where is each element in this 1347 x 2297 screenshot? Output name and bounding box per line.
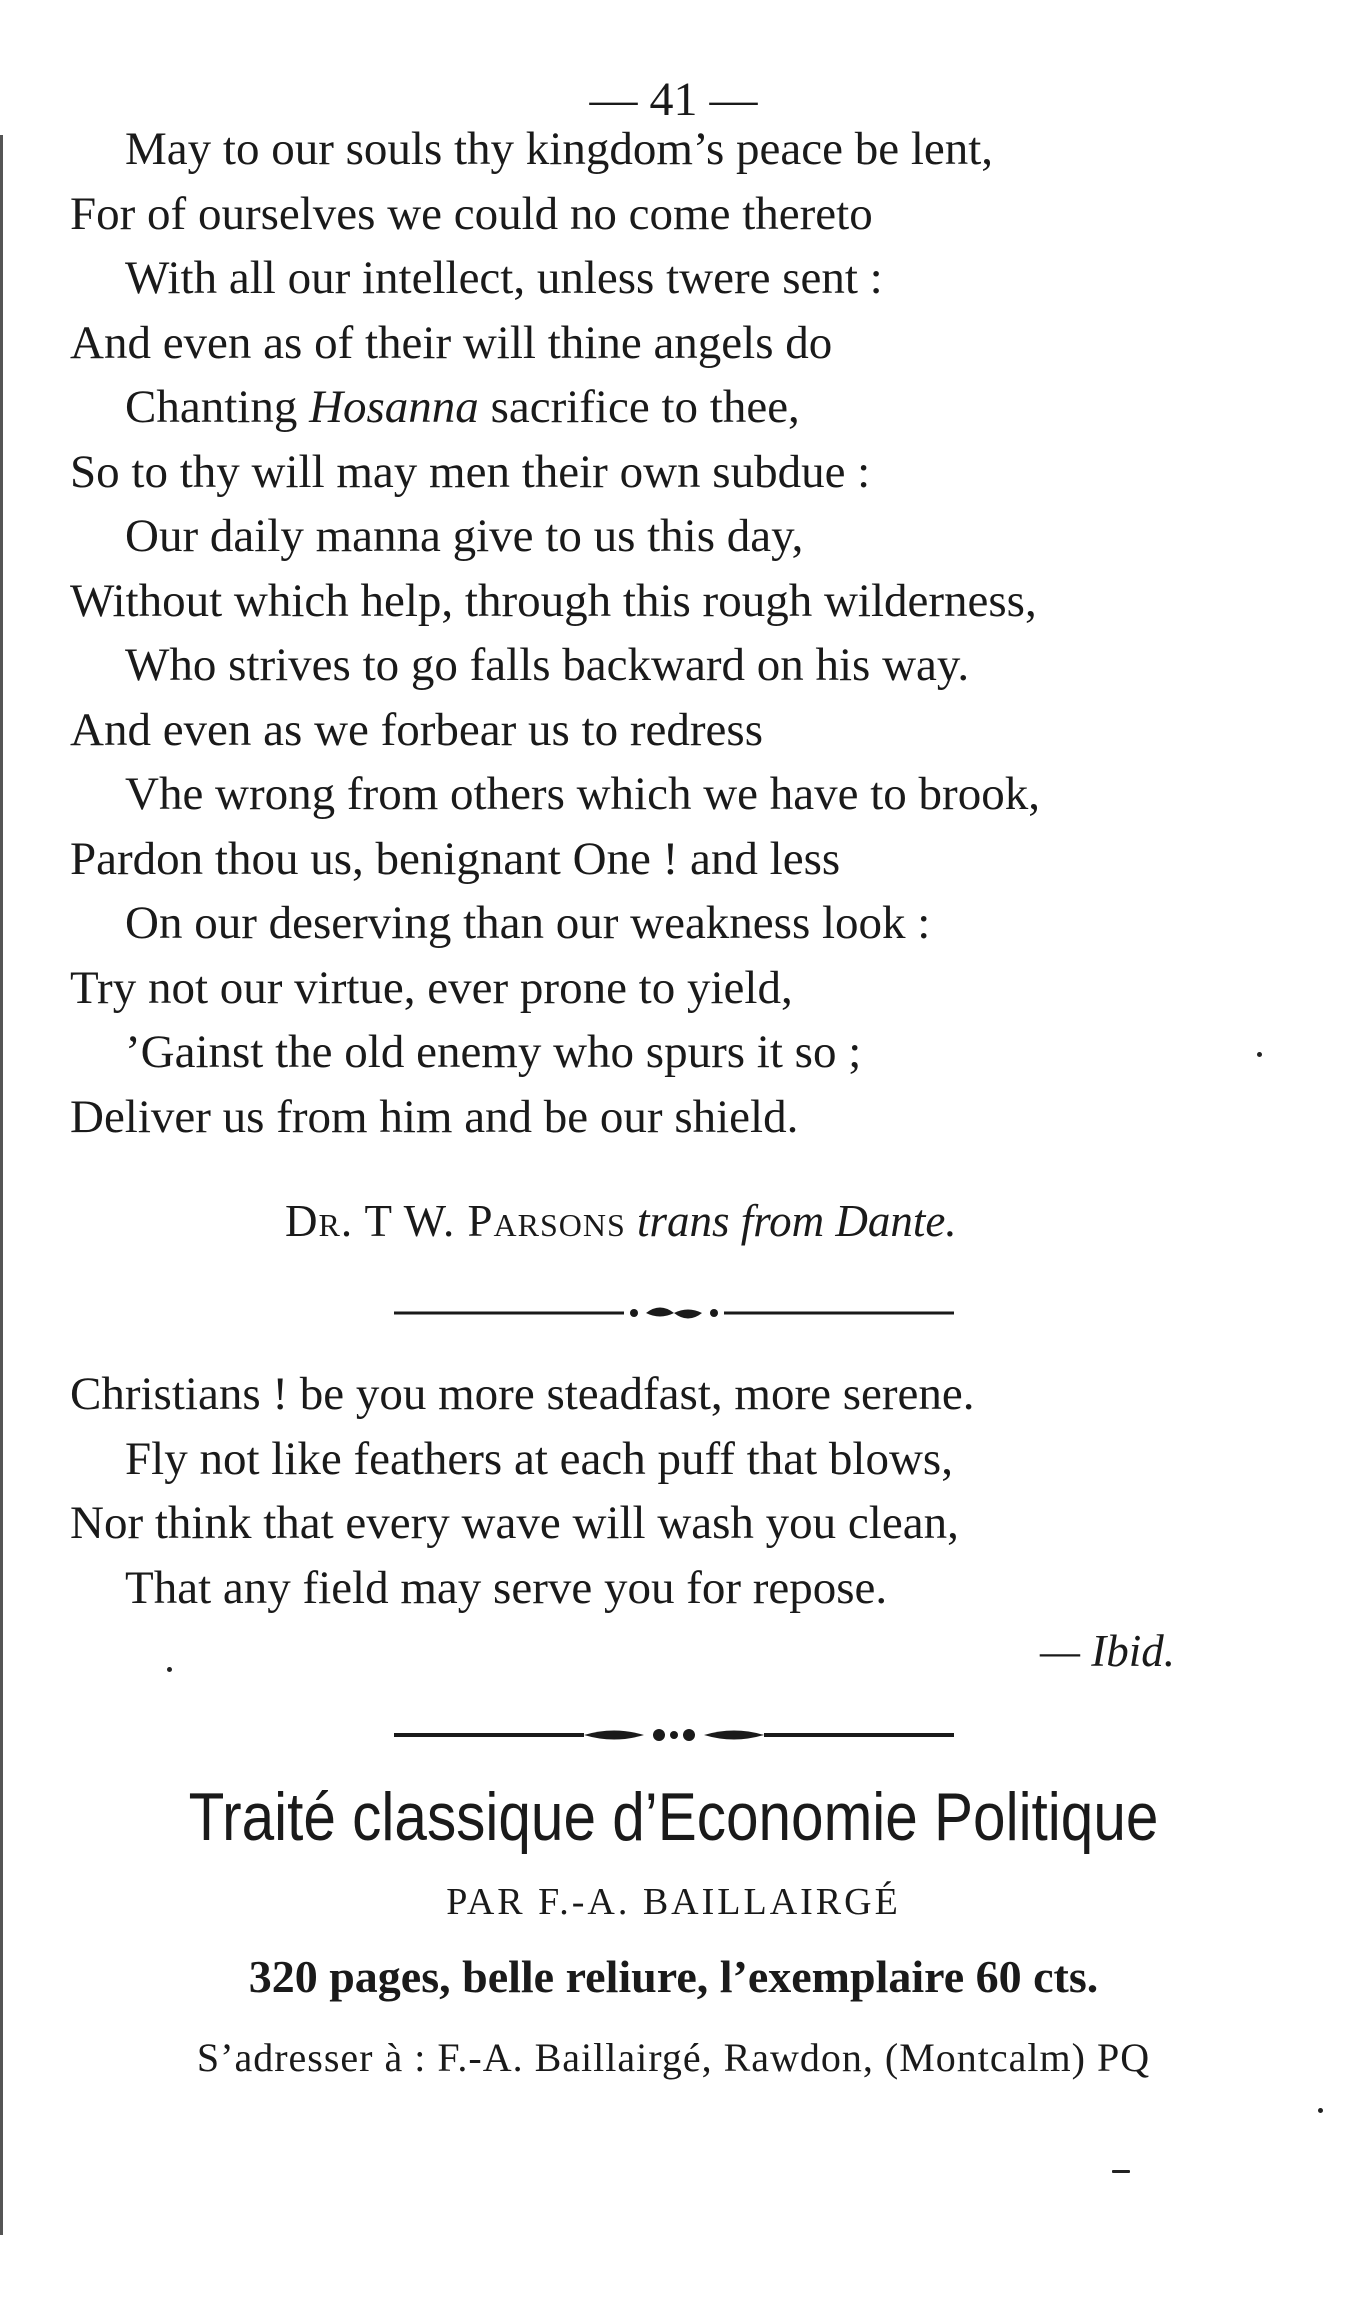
poem-line: Without which help, through this rough wilderness,	[70, 574, 1037, 627]
poem-line: Try not our virtue, ever prone to yield,	[70, 961, 793, 1014]
poem-line: Deliver us from him and be our shield.	[70, 1090, 799, 1143]
poem-attribution-ibid	[1040, 1625, 1175, 1677]
print-speck	[1112, 2170, 1130, 2173]
ornament-divider	[0, 1720, 1347, 1750]
poem-line: Nor think that every wave will wash you clean,	[70, 1497, 959, 1549]
ornament-divider-graphic	[394, 1298, 954, 1328]
poem-dante-prayer	[70, 117, 1320, 1149]
advertisement-details: 320 pages, belle reliure, l’exemplaire 60 cts.	[248, 1951, 1099, 2002]
poem-text: Chanting	[125, 381, 310, 433]
poem-line: Our daily manna give to us this day,	[125, 510, 804, 562]
advertisement-contact: S’adresser à : F.-A. Baillairgé, Rawdon, (Montcalm) PQ	[196, 2035, 1151, 2080]
poem-line: Christians ! be you more steadfast, more serene.	[70, 1368, 975, 1420]
poem-line: ’Gainst the old enemy who spurs it so ;	[125, 1026, 862, 1078]
print-speck	[167, 1667, 172, 1672]
poem-attribution	[285, 1195, 957, 1247]
poem-line: On our deserving than our weakness look :	[125, 897, 931, 949]
ornament-divider-graphic	[394, 1720, 954, 1750]
advertisement-title: Traité classique d’Economie Politique	[188, 1779, 1159, 1855]
poem-line: Fly not like feathers at each puff that blows,	[125, 1432, 953, 1485]
poem-text: sacrifice to thee,	[478, 381, 800, 433]
attribution-name: Dr. T W. Parsons	[285, 1196, 626, 1246]
poem-line: For of ourselves we could no come thereto	[70, 187, 873, 240]
poem-line: With all our intellect, unless twere sent :	[125, 252, 883, 304]
poem-line	[70, 375, 1320, 440]
poem-line: And even as of their will thine angels do	[70, 316, 833, 369]
poem-line: Pardon thou us, benignant One ! and less	[70, 832, 841, 885]
print-speck	[1257, 1052, 1262, 1057]
hosanna-italic: Hosanna	[309, 381, 479, 433]
ibid-text: — Ibid.	[1040, 1626, 1175, 1676]
poem-line: Vhe wrong from others which we have to brook,	[125, 768, 1040, 820]
poem-line: And even as we forbear us to redress	[70, 703, 763, 756]
advertisement-author: PAR F.-A. BAILLAIRGÉ	[446, 1881, 901, 1923]
page-number: — 41 —	[589, 73, 758, 126]
poem-line: That any field may serve you for repose.	[125, 1561, 888, 1614]
print-speck	[1318, 2108, 1323, 2113]
poem-line: So to thy will may men their own subdue :	[70, 445, 871, 498]
poem-line: May to our souls thy kingdom’s peace be lent,	[125, 123, 994, 175]
attribution-note: trans from Dante.	[637, 1196, 957, 1246]
ornament-divider	[0, 1298, 1347, 1328]
poem-line: Who strives to go falls backward on his way.	[125, 639, 970, 691]
poem-christians	[70, 1362, 1320, 1620]
